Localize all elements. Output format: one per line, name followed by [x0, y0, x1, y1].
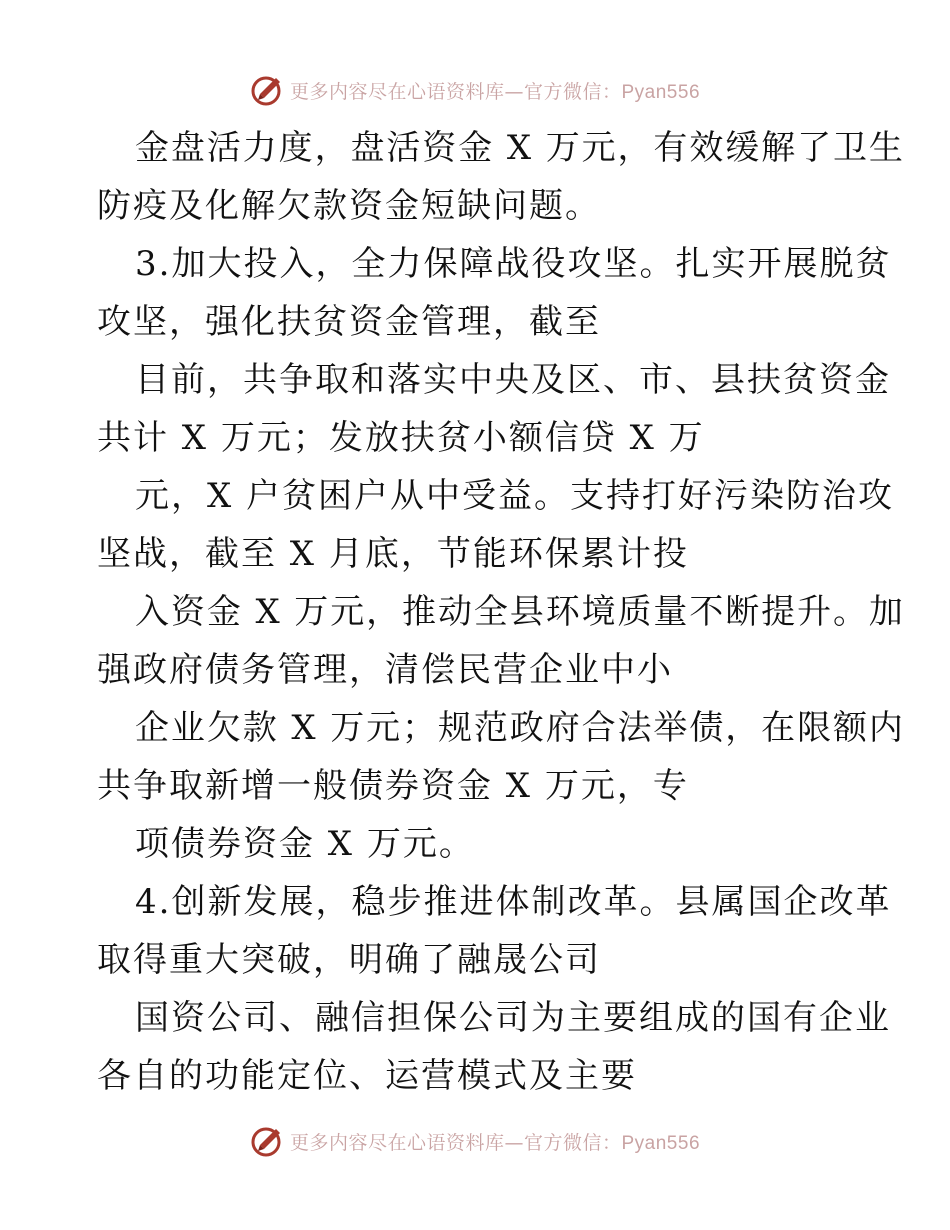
body-line: 防疫及化解欠款资金短缺问题。 [97, 186, 601, 226]
pen-logo-icon [250, 1123, 286, 1159]
body-line: 目前，共争取和落实中央及区、市、县扶贫资金 [135, 360, 891, 400]
body-line: 入资金 X 万元，推动全县环境质量不断提升。加 [135, 592, 905, 632]
body-line: 攻坚，强化扶贫资金管理，截至 [97, 302, 601, 342]
body-line: 取得重大突破，明确了融晟公司 [97, 940, 601, 980]
body-line: 元，X 户贫困户从中受益。支持打好污染防治攻 [135, 476, 895, 516]
pen-logo-icon [250, 72, 286, 108]
footer-watermark-banner [0, 1121, 950, 1161]
body-line: 企业欠款 X 万元；规范政府合法举债，在限额内 [135, 708, 905, 748]
body-line: 4.创新发展，稳步推进体制改革。县属国企改革 [135, 882, 892, 922]
header-watermark-text: 更多内容尽在心语资料库—官方微信：Pyan556 [289, 80, 701, 103]
body-line: 国资公司、融信担保公司为主要组成的国有企业 [135, 998, 891, 1038]
body-line: 坚战，截至 X 月底，节能环保累计投 [97, 534, 689, 574]
footer-watermark-text: 更多内容尽在心语资料库—官方微信：Pyan556 [289, 1131, 701, 1154]
body-line: 强政府债务管理，清偿民营企业中小 [97, 650, 673, 690]
body-line: 各自的功能定位、运营模式及主要 [97, 1056, 637, 1096]
body-line: 金盘活力度，盘活资金 X 万元，有效缓解了卫生 [135, 128, 905, 168]
body-line: 3.加大投入，全力保障战役攻坚。扎实开展脱贫 [135, 244, 892, 284]
body-line: 共争取新增一般债券资金 X 万元，专 [97, 766, 689, 806]
header-watermark-banner [0, 70, 950, 110]
body-line: 共计 X 万元；发放扶贫小额信贷 X 万 [97, 418, 705, 458]
body-line: 项债券资金 X 万元。 [135, 824, 475, 864]
